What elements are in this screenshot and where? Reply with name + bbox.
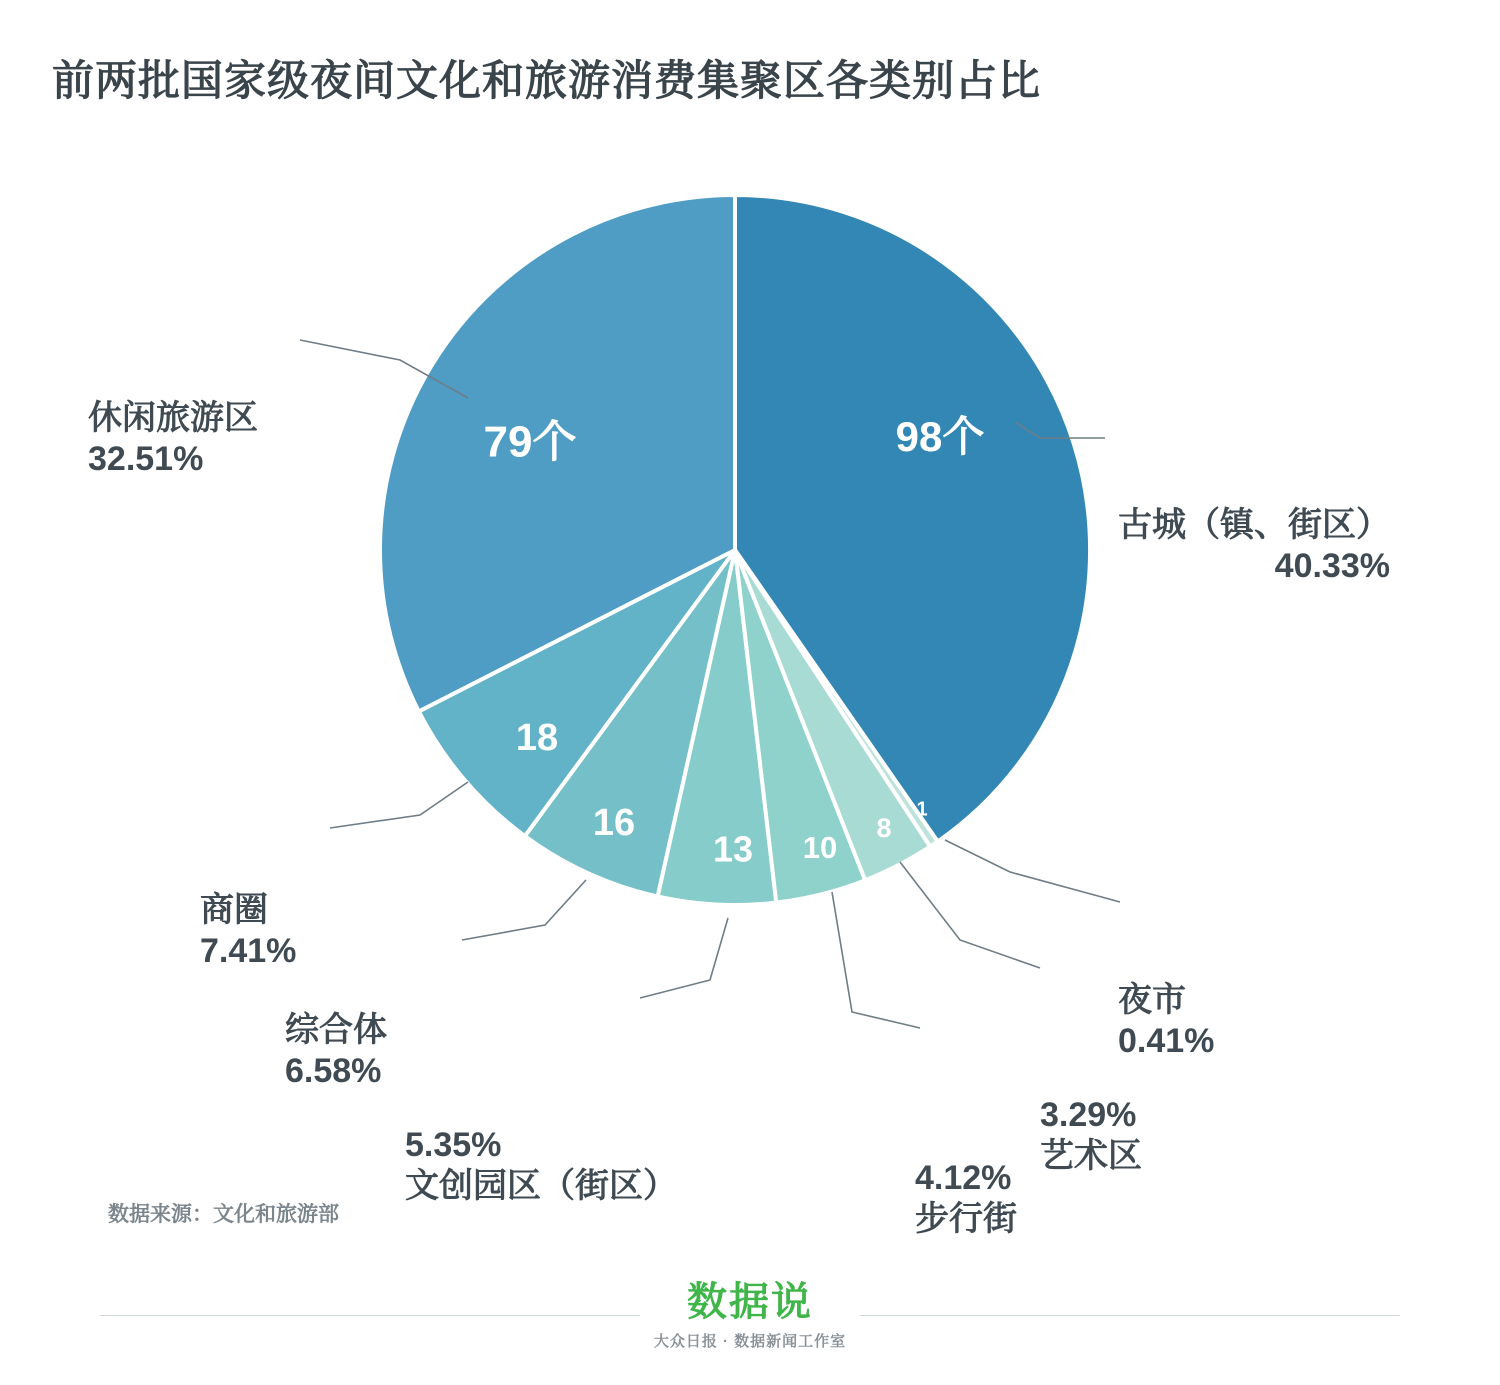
callout-percent-wenchuang: 5.35% [405, 1126, 502, 1164]
callout-percent-yeshi: 0.41% [1118, 1022, 1215, 1061]
slice-label-buxingjie: 10 [802, 830, 838, 866]
slice-label-wenchuang: 13 [712, 828, 754, 870]
logo-subtitle: 大众日报 · 数据新闻工作室 [653, 1333, 847, 1350]
callout-category-wenchuang: 文创园区（街区） [405, 1167, 677, 1206]
callout-percent-gucheng: 40.33% [1274, 547, 1390, 586]
leader-line-shangquan [330, 782, 468, 828]
callout-category-gucheng: 古城（镇、街区） [1118, 506, 1390, 544]
callout-zonghenti [285, 1010, 387, 1093]
slice-label-yishuqu: 8 [876, 813, 892, 844]
slice-label-gucheng: 98个 [895, 413, 985, 461]
slice-label-xiuxian: 79个 [483, 417, 577, 467]
callout-category-buxingjie: 步行街 [915, 1200, 1017, 1239]
callout-category-zonghenti: 综合体 [285, 1011, 387, 1049]
callout-category-yishuqu: 艺术区 [1040, 1137, 1142, 1176]
footer [0, 1280, 1500, 1351]
slice-label-yeshi: 1 [916, 798, 928, 821]
logo-text: 数据说 [687, 1280, 813, 1324]
callout-category-shangquan: 商圈 [200, 891, 268, 929]
leader-line-zonghenti [462, 880, 586, 940]
leader-line-buxingjie [832, 892, 920, 1028]
callout-yishuqu [1040, 1095, 1142, 1178]
leader-line-wenchuang [640, 918, 728, 998]
callout-xiuxian [88, 398, 258, 481]
callout-percent-buxingjie: 4.12% [915, 1159, 1012, 1197]
callout-gucheng [1118, 505, 1390, 588]
callout-percent-yishuqu: 3.29% [1040, 1096, 1137, 1134]
slice-label-shangquan: 18 [515, 717, 559, 760]
slice-label-zonghenti: 16 [592, 802, 636, 845]
leader-line-yishuqu [900, 862, 1040, 968]
footer-rule-left [100, 1315, 640, 1316]
leader-line-yeshi [945, 840, 1120, 902]
callout-percent-shangquan: 7.41% [200, 932, 297, 971]
footer-logo [640, 1280, 860, 1351]
callout-shangquan [200, 890, 296, 973]
callout-yeshi [1118, 980, 1214, 1063]
callout-category-yeshi: 夜市 [1118, 981, 1186, 1019]
callout-category-xiuxian: 休闲旅游区 [88, 399, 258, 437]
callout-percent-xiuxian: 32.51% [88, 440, 204, 479]
callout-percent-zonghenti: 6.58% [285, 1052, 382, 1091]
source-note: 数据来源：文化和旅游部 [108, 1203, 339, 1226]
page-title: 前两批国家级夜间文化和旅游消费集聚区各类别占比 [52, 57, 1042, 104]
pie-slices-geometry [380, 195, 1090, 905]
callout-wenchuang [405, 1125, 677, 1208]
callout-buxingjie [915, 1158, 1017, 1241]
footer-rule-right [860, 1315, 1400, 1316]
